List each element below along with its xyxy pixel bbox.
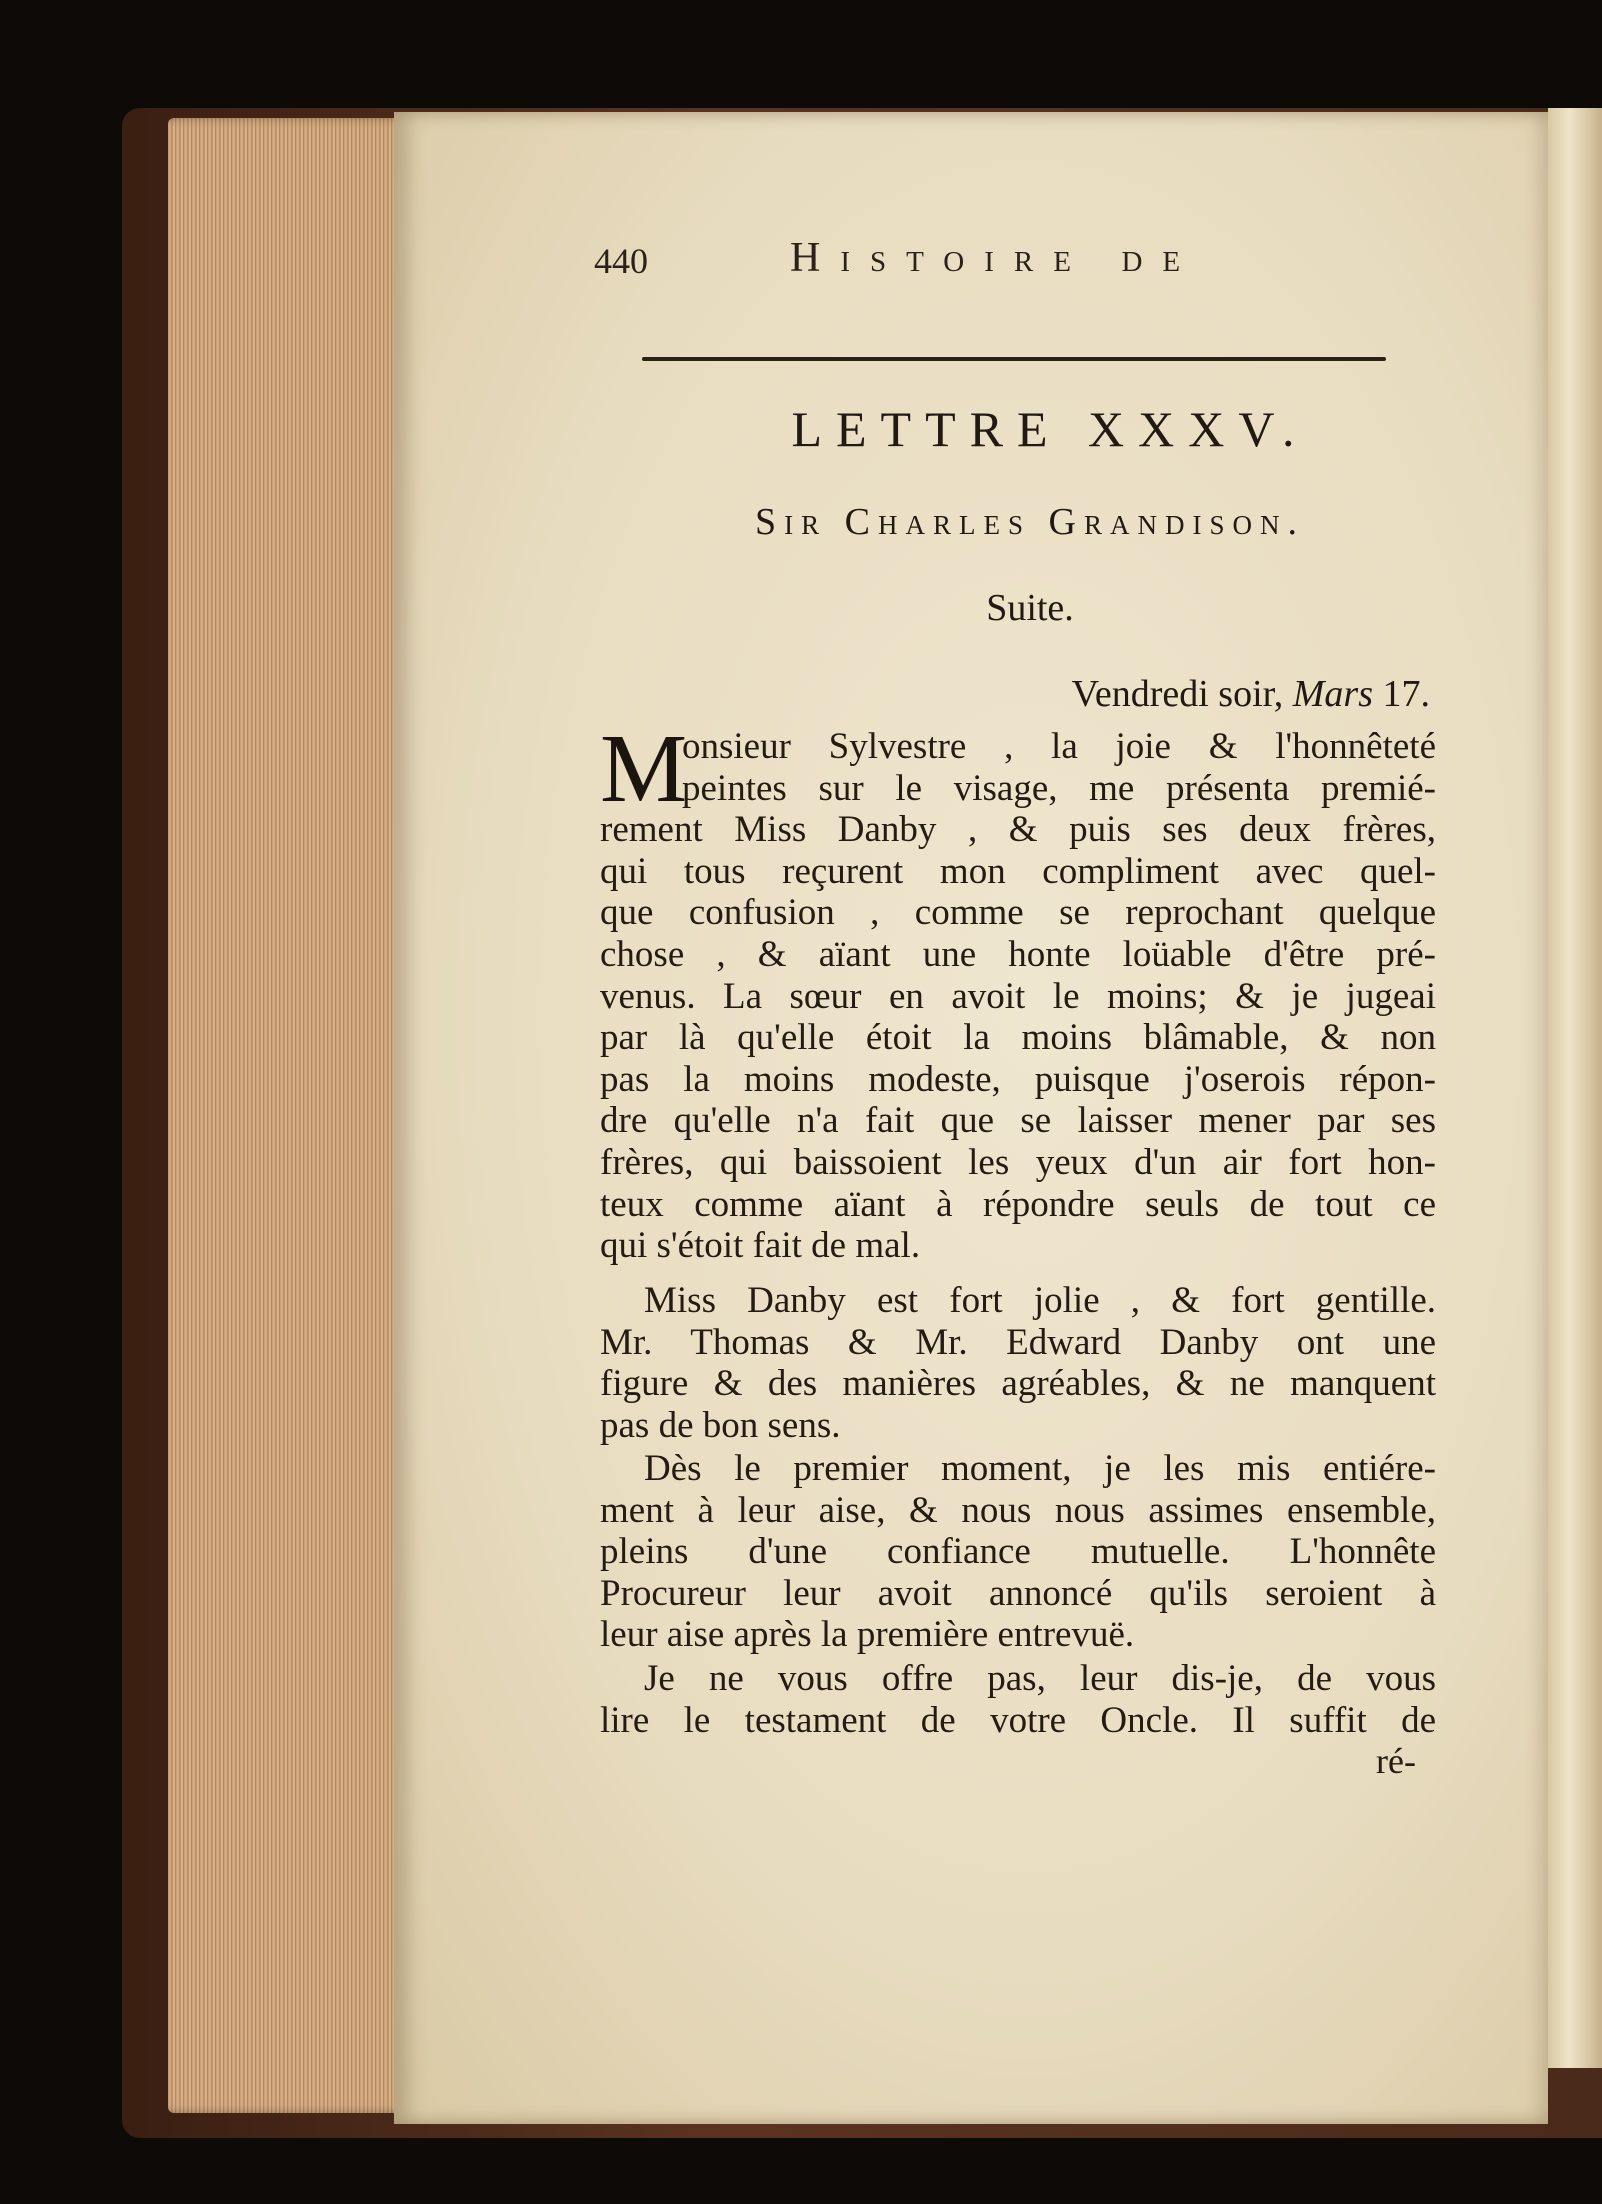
text-line: leur aise après la première entrevuë.	[600, 1614, 1135, 1656]
heading-rule	[642, 357, 1386, 361]
letter-addressee: Sir Charles Grandison.	[755, 501, 1305, 543]
text-line: que confusion , comme se reprochant quelque	[600, 892, 1436, 934]
text-line: Miss Danby est fort jolie , & fort gentille.	[644, 1280, 1436, 1321]
facing-page-edge	[1548, 108, 1602, 2068]
letter-heading: LETTRE XXXV.	[791, 401, 1309, 457]
paragraph-2	[600, 1280, 1436, 1446]
paragraph-1	[600, 715, 1436, 1267]
running-head	[594, 235, 1254, 290]
text-line: par là qu'elle étoit la moins blâmable, & non	[600, 1017, 1436, 1059]
text-line: chose , & aïant une honte loüable d'être pré-	[600, 933, 1436, 975]
text-line: figure & des manières agréables, & ne manquent	[600, 1363, 1436, 1405]
letter-subtitle: Suite.	[986, 587, 1074, 629]
text-line: teux comme aïant à répondre seuls de tout ce	[600, 1183, 1436, 1225]
text-line: pas la moins modeste, puisque j'oserois répon-	[600, 1058, 1436, 1100]
drop-cap: M	[600, 715, 688, 823]
running-title: Histoire de	[790, 235, 1201, 281]
text-line: pleins d'une confiance mutuelle. L'honnête	[600, 1531, 1436, 1573]
text-line: onsieur Sylvestre , la joie & l'honnêteté	[682, 726, 1436, 767]
page-number: 440	[594, 241, 648, 281]
dateline	[600, 672, 1430, 716]
text-line: venus. La sœur en avoit le moins; & je jugeai	[600, 975, 1436, 1017]
page-fore-edge	[168, 118, 418, 2113]
text-line: frères, qui baissoient les yeux d'un air fort hon-	[600, 1141, 1436, 1183]
paragraph-3	[600, 1448, 1436, 1656]
text-line: peintes sur le visage, me présenta premié-	[682, 767, 1436, 809]
text-line: Mr. Thomas & Mr. Edward Danby ont une	[600, 1321, 1436, 1363]
text-line: Je ne vous offre pas, leur dis-je, de vous	[644, 1658, 1436, 1699]
text-line: qui s'étoit fait de mal.	[600, 1225, 921, 1267]
text-line: dre qu'elle n'a fait que se laisser mener par ses	[600, 1100, 1436, 1142]
dateline-month: Mars	[1292, 673, 1373, 715]
text-line: Dès le premier moment, je les mis entiére-	[644, 1448, 1436, 1489]
paragraph-4	[600, 1658, 1436, 1741]
text-line: pas de bon sens.	[600, 1404, 841, 1446]
text-line: Procureur leur avoit annoncé qu'ils seroient à	[600, 1572, 1436, 1614]
dateline-day: Vendredi soir,	[1071, 673, 1284, 715]
dateline-date: 17.	[1382, 673, 1430, 715]
text-line: lire le testament de votre Oncle. Il suffit de	[600, 1699, 1436, 1741]
catchword: ré-	[1376, 1741, 1416, 1781]
text-line: ment à leur aise, & nous nous assimes ensemble,	[600, 1489, 1436, 1531]
text-line: rement Miss Danby , & puis ses deux frères,	[600, 809, 1436, 851]
text-line: qui tous reçurent mon compliment avec quel-	[600, 850, 1436, 892]
